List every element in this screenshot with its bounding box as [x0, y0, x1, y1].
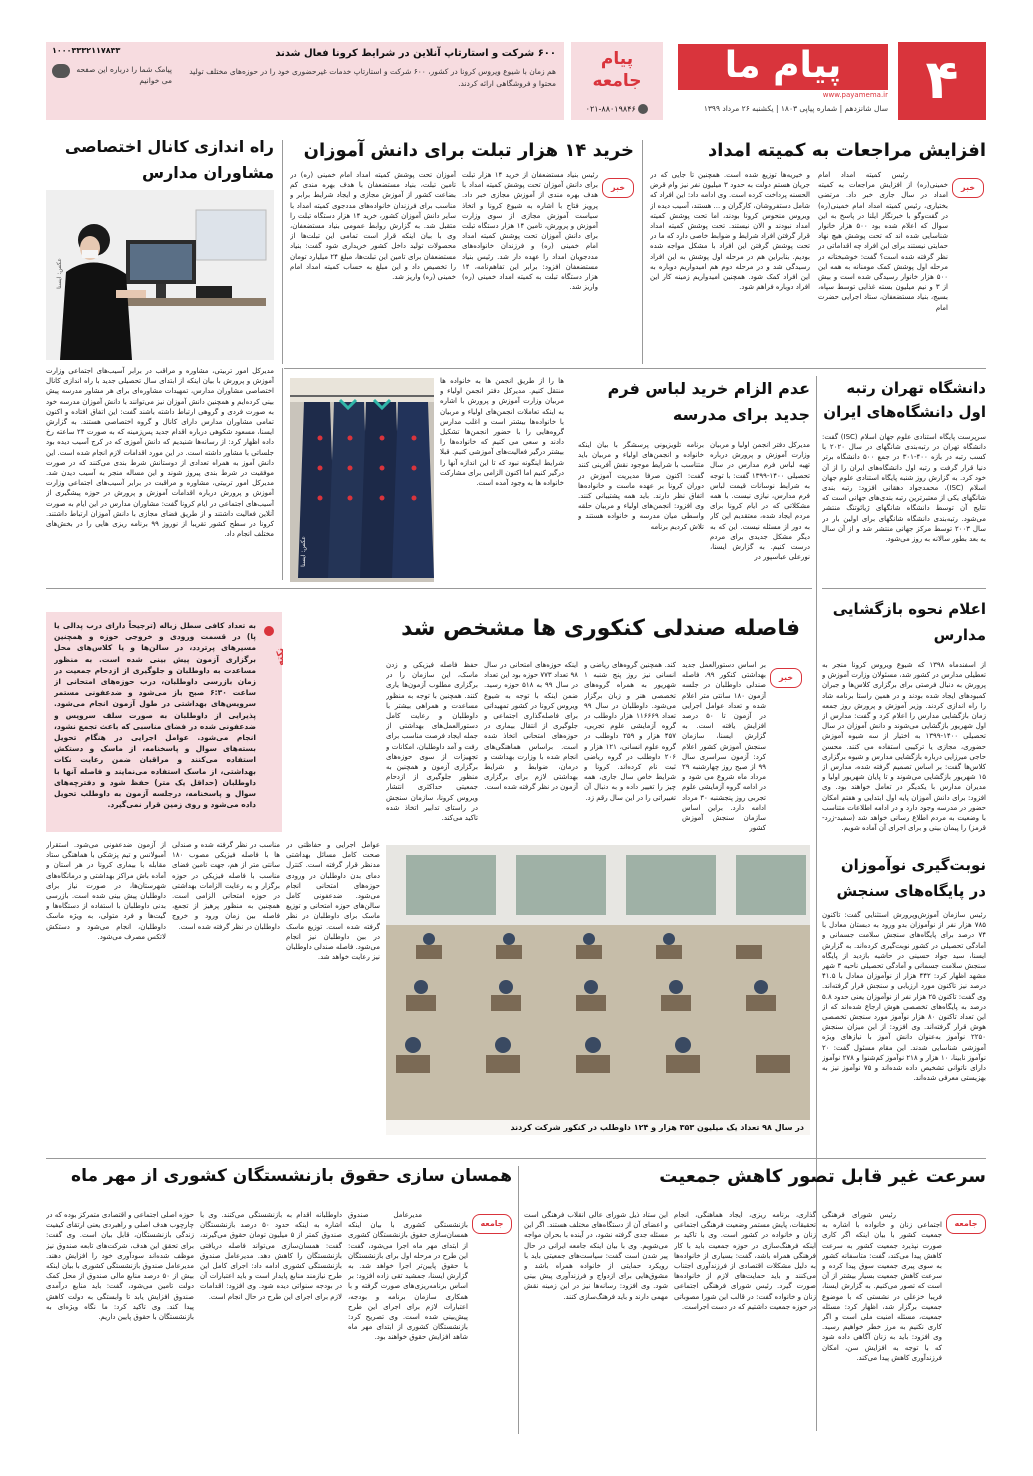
divider	[46, 1158, 986, 1159]
note-bullet-icon	[264, 626, 274, 636]
phone-row	[575, 104, 659, 114]
konkoor-col2: کند. همچنین گروه‌های ریاضی و انسانی نیز روز پنج شنبه ۱ شهریور به همراه گروه‌های تخصصی هنر و زبان برگزار می‌شود. داوطلبان در سال ۹۹ تعداد ۱۱۶۶۶۹ هزار داوطلب در گروه آزمایشی علوم تجربی، ۴۵۷ هزار و ۲۵۹ داوطلب در گروه علوم انسانی، ۱۲۱ هزار و ۲۰۶ داوطلب در گروه ریاضی ثبت نام کرده‌اند. کرونا و شرایط خاص سال جاری، همه چیز را تغییر داده و به دنبال آن تغییراتی را در این سال رقم زد.	[584, 661, 676, 802]
divider	[282, 368, 283, 580]
university-title: دانشگاه تهران رتبه اول دانشگاه‌های ایران	[823, 379, 986, 421]
konkoor-col6: مناسب در نظر گرفته شده و صندلی ها با فاصله فیزیکی مصوب ۱۸۰ سانتی متر از هم، جهت تامین فضای مناسب با فاصله فیزیکی در حوزه برگزار و به رعایت الزامات بهداشتی در حوزه امتحانی الزامی است. همچنین به منظور پرهیز از تجمع، فاصله بین زمان ورود و خروج داوطلبان در نظر گرفته شده است.	[172, 841, 280, 931]
tablet-col1: رئیس بنیاد مستضعفان از خرید ۱۴ هزار تبلت برای دانش آموزان تحت پوشش کمیته امداد با هدف بهره مندی از آموزش مجازی خبر داد. پرویز فتاح با اشاره به شیوع کرونا و اتخاذ سیاست آموزش مجازی از سوی وزارت آموزش و پرورش، تامین ۱۴ هزار دستگاه تبلت برای دانش آموزان تحت پوشش کمیته امداد امام خمینی (ره) و فرزندان خانواده‌های مددجویان امداد را عهده دار شد. رئیس بنیاد مستضعفان افزود: برابر این تفاهم‌نامه، ۱۴ هزار دستگاه تبلت به کمیته امداد خمینی (ره) واریز شد.	[462, 171, 598, 292]
tablet-col2: آموزان تحت پوشش کمیته امداد امام خمینی (ره) در تامین تبلت، بنیاد مستضعفان با هدف بهره مندی کم بضاعت کشور از آموزش مجازی و ایجاد شرایط برابر و مناسب برای فرزندان خانواده‌های مددجوی کمیته امداد با سایر دانش آموزان کشور، خرید ۱۴ هزار دستگاه تبلت را متقبل شد. به گزارش روابط عمومی بنیاد مستضعفان، وی با بیان اینکه قرار است تمامی این تبلت‌ها از محصولات تولید داخل کشور خریداری شود گفت: بنیاد مستضعفان برای تامین این تبلت‌ها، مبلغ ۲۴ میلیارد تومان را تخصیص داد و این مبلغ به حساب کمیته امداد امام خمینی (ره) واریز شد.	[290, 171, 456, 282]
divider	[282, 140, 283, 364]
sms-number: ۱۰۰۰۳۳۳۲۱۱۷۸۳۳	[52, 46, 121, 55]
jamiat-col2: گذاری، برنامه ریزی، ایجاد هماهنگی، انجام تحقیقات، پایش مستمر وضعیت فرهنگی اجتماعی زنان و خانواده در کشور است. وی با تاکید بر اینکه فرهنگ‌سازی در حوزه جمعیت باید با کار فرهنگی همراه باشد، گفت: بسیاری از خانواده‌ها به دلیل مشکلات اقتصادی از فرزندآوری اجتناب می‌کنند و باید حمایت‌های لازم از خانواده‌ها صورت گیرد. رئیس شورای فرهنگی اجتماعی زنان و خانواده گفت: در قالب این شورا مصوباتی در حوزه جمعیت داشتیم که در دست اجراست.	[674, 1211, 816, 1311]
jamiat-col1: رئیس شورای فرهنگی اجتماعی زنان و خانواده با اشاره به جمعیت کشور با بیان اینکه اگر کاری صورت نپذیرد جمعیت کشور به سرعت کاهش پیدا می‌کند، گفت: متاسفانه کشور به سوی پیری جمعیت سوق پیدا کرده و سرعت کاهش جمعیت بسیار بیشتر از آن است که تصور می‌کنیم. به گزارش ایسنا، فریبا خزعلی در نشستی که با موضوع جمعیت برگزار شد، اظهار کرد: مسئله جمعیت، مسئله امنیت ملی است و اگر کاری نکنیم به مرز خطر خواهیم رسید. وی افزود: باید به زنان آگاهی داده شود که با توجه به افزایش سن، امکان فرزندآوری کاهش پیدا می‌کند.	[822, 1211, 942, 1362]
school-uniforms-photo	[290, 378, 434, 582]
konkoor-title: فاصله صندلی کنکوری ها مشخص شد	[401, 616, 800, 641]
teaser-body: هم زمان با شیوع ویروس کرونا در کشور، ۶۰۰ شرکت و استارتاپ خدمات غیرحضوری خود را در حوزه‌های مختلف تولید محتوا و فروشگاهی ارائه کردند.	[189, 67, 556, 88]
konkoor-col3: اینکه حوزه‌های امتحانی در سال ۹۸ تعداد ۷۷۳ حوزه بود این تعداد در سال ۹۹ به ۵۱۸ حوزه رسید. ضمن اینکه با توجه به شیوع ویروس کرونا در کشور تمهیداتی برای فاصله‌گذاری اجتماعی و جلوگیری از انتقال بیماری در حوزه‌های امتحانی اتخاذ شده است. براساس هماهنگی‌های انجام شده با وزارت بهداشت و درمان، ضوابط و شرایط بهداشتی لازم برای برگزاری آزمون در نظر گرفته شده است.	[484, 661, 578, 792]
emdad-col2: و خیریه‌ها توزیع شده است. همچنین تا جایی که در جریان هستم دولت به حدود ۳ میلیون نفر نیز وام قرض الحسنه پرداخت کرده است. وی ادامه داد: این افراد که شامل دستفروشان، کارگران و ... هستند، آسیب دیده از ویروس منحوس کرونا بودند، اما تحت پوشش کمیته امداد نبودند و الان نیستند. تحت پوشش کمیته امداد قرار گرفتن افراد شرایط و ضوابط خاصی دارد که ما در تحت پوشش گرفتن این افراد با مشکل مواجه شده بودیم. بنابراین هم در مرحله اول پوشش به این افراد رسیدگی شد و در مرحله دوم هم امیدواریم دوباره به این افراد کمک شود. همچنین امیدواریم زمینه کار این افراد دوباره فراهم شود.	[650, 171, 810, 292]
sms-row	[52, 64, 172, 86]
masthead	[668, 42, 892, 120]
bazneshastegan-col2: داوطلبانه اقدام به بازنشستگی می‌کنند. وی با اشاره به اینکه حدود ۵۰ درصد بازنشستگان صندوق کمتر از ۵ میلیون تومان حقوق می‌گیرند، گفت: همسان‌سازی می‌تواند فاصله دریافتی بازنشستگان را کاهش دهد. مدیرعامل صندوق بازنشستگی کشوری ادامه داد: اجرای کامل این طرح نیازمند منابع پایدار است و باید اعتبارات آن در بودجه سنواتی دیده شود. وی افزود: اقدامات لازم برای اجرای این طرح در حال انجام است.	[200, 1211, 342, 1301]
konkoor-photo	[386, 845, 810, 1135]
divider	[518, 1166, 519, 1434]
novamooz-body: رئیس سازمان آموزش‌وپرورش استثنایی گفت: تاکنون ۷۸۵ هزار نفر از نوآموزان بدو ورود به دبستان معادل با ۷۴ درصد برای پایگاه‌های سنجش سلامت جسمانی و آمادگی تحصیلی در کشور نوبت‌گیری کرده‌اند. به گزارش ایسنا، سید جواد حسینی در حاشیه بازدید از پایگاه سنجش سلامت جسمانی و آمادگی تحصیلی ناحیه ۳ شهر مشهد اظهار کرد: ۴۴۲ هزار از نوآموزان معادل با ۴۱.۵ درصد نیز تاکنون مورد ارزیابی و سنجش قرار گرفته‌اند. وی گفت: تاکنون ۲۵ هزار نفر از نوآموزان یعنی حدود ۵.۸ درصد به پایگاه‌های تخصصی هوش ارجاع شده‌اند که از این تعداد تاکنون ۸۰ هزار نوآموز مورد سنجش تخصصی هوش قرار گرفته‌اند. وی افزود: از این میزان سنجش ۲۲۵۰ نوآموز به‌عنوان دانش آموز با نیازهای ویژه آموزشی شناسایی شدند. این مقام مسئول گفت: ۲۰ نوآموز نابینا، ۱۰ هزار و ۲۱۸ نوآموز کم‌شنوا و ۲۷۸ نوآموز دارای ناتوانی تشخیص داده شده‌اند و ۷۵ نوآموز نیز به بهزیستی معرفی شده‌اند.	[822, 911, 986, 1083]
sms-label: پیامک شما را درباره این صفحه می خوانیم	[76, 65, 172, 85]
konkoor-caption: در سال ۹۸ تعداد یک میلیون ۳۵۳ هزار و ۱۲۴ داوطلب در کنکور شرکت کردند	[386, 1120, 810, 1135]
divider	[284, 368, 986, 369]
uniform-photo-credit: عکس: ایسنا	[299, 536, 307, 567]
uniform-photo	[290, 378, 434, 582]
phone-icon	[638, 104, 648, 114]
page-number: ۴	[925, 48, 959, 111]
emdad-title: افزایش مراجعات به کمیته امداد	[707, 140, 986, 161]
konkoor-col7: از آزمون ضدعفونی می‌شود. استقرار آمبولانس و تیم پزشکی با هماهنگی ستاد مقابله با بیماری کرونا در هر استان و آماده باش مراکز بهداشتی و درمانگاه‌های شهرستان‌ها، در صورت نیاز برای داوطلبان پیش بینی شده است. بازرسی بدنی داوطلبان با استفاده از دستگاه‌ها و گیت‌ها و فرد متولی، به ویژه ماسک داوطلبان، انجام می‌شود و دستکش لاتکس مصرف می‌شود.	[46, 841, 166, 941]
divider	[822, 588, 986, 589]
page-number-box	[898, 42, 986, 120]
konkoor-col5: عوامل اجرایی و حفاظتی در صحت کامل مسائل بهداشتی مدنظر قرار گرفته است. کنترل دمای بدن داوطلبان در ورودی حوزه‌های امتحانی انجام می‌شود. ضدعفونی کامل سالن‌های حوزه امتحانی و توزیع ماسک برای داوطلبان در نظر گرفته شده است. توزیع ماسک در بین داوطلبان نیز انجام می‌شود. فاصله صندلی داوطلبان نیز رعایت خواهد شد.	[286, 841, 380, 962]
phone[interactable]: ۰۲۱-۸۸۰۱۹۸۴۶	[585, 104, 636, 114]
news-badge: خبر	[952, 178, 984, 198]
konkoor-col4: حفظ فاصله فیزیکی و زدن ماسک، این سازمان را در برگزاری مطلوب آزمون‌ها یاری کنند. همچنین با توجه به منظور مساعدت و همراهی بیشتر با داوطلبان و رعایت کامل دستورالعمل‌های بهداشتی از جمله ایجاد فرصت مناسب برای رفت و آمد داوطلبان، امکانات و تجهیزات از سوی حوزه‌های برگزاری آزمون و همچنین به منظور جلوگیری از ازدحام جمعیتی حداکثری انتشار ویروس کرونا، سازمان سنجش در راستای تدابیر اتخاذ شده تاکید می‌کند.	[386, 661, 478, 823]
issue-line: سال شانزدهم | شماره پیاپی ۱۸۰۳ | یکشنبه ۲۶ مرداد ۱۳۹۹	[703, 104, 888, 113]
bazgoshaee-body: از اسفندماه ۱۳۹۸ که شیوع ویروس کرونا منجر به تعطیلی مدارس در کشور شد، مسئولان وزارت آموزش و پرورش به دنبال فرصتی برای برگزاری کلاس‌ها و جبران کمبودهای ایجاد شده بودند و در همین راستا برنامه شاد را راه اندازی کردند. وزیر آموزش و پرورش روز جمعه زمان بازگشایی مدارس را اعلام کرد و گفت: مدارس از اول شهریور بازگشایی می‌شوند و دانش آموزان در سال تحصیلی ۱۴۰۰-۱۳۹۹ به اختیار از سه شیوه آموزش حضوری، مجازی یا ترکیبی استفاده می کنند. محسن حاجی میرزایی درباره بازگشایی مدارس و شیوه برگزاری کلاس‌ها گفت: بر اساس تصمیم گرفته شده، مدارس از ۱۵ شهریور بازگشایی می‌شوند و تا پایان شهریور اولیا و مدیران مدارس با یکدیگر در تعامل خواهند بود. وی افزود: برای دانش آموزان پایه اول ابتدایی و هفتم امکان حضور در مدرسه وجود دارد و در ادامه اطلاعات متناسب با وضعیت به مردم اطلاع رسانی خواهد شد (سفید-زرد-قرمز) را پیمان بینی و برای اجرای آن آماده شویم.	[822, 661, 986, 833]
woman-at-desk-photo	[46, 190, 274, 360]
tablet-title: خرید ۱۴ هزار تبلت برای دانش آموزان	[303, 140, 634, 161]
jamiat-col3: این ستاد ذیل شورای عالی انقلاب فرهنگی است و اعضای آن از دستگاه‌های مختلف هستند. اگر این مسئله جدی گرفته نشود، در آینده با بحران مواجه می‌شویم. وی با بیان اینکه جامعه ایرانی در حال پیر شدن است گفت: سیاست‌های جمعیتی باید با رویکرد حمایتی از خانواده همراه باشد و مشوق‌هایی برای ازدواج و فرزندآوری پیش بینی شود. وی افزود: رسانه‌ها نیز در این زمینه نقش مهمی دارند و باید فرهنگ‌سازی کنند.	[524, 1211, 668, 1301]
note-label: نکته	[276, 648, 286, 666]
divider	[816, 376, 817, 1431]
sms-icon	[52, 64, 70, 78]
uniform-col1: مدیرکل دفتر انجمن اولیا و مربیان وزارت آموزش و پرورش درباره تهیه لباس فرم مدارس در سال تحصیلی ۱۴۰۰-۱۳۹۹ گفت: با توجه به شرایط نوسانات قیمت لباس فرم مدارس، نیازی نیست. با همه مشکلاتی که در ایام کرونا برای مردم ایجاد شده، معتقدیم این کار به دور از مسئله نیست. این که به دیگر مشکل جدیدی برای مردم درست کنیم. به گزارش ایسنا، نورعلی عباسپور در	[710, 441, 810, 562]
uniform-title: عدم الزام خرید لباس فرم جدید برای مدرسه	[607, 379, 810, 424]
note-box	[46, 612, 286, 832]
bazneshastegan-col3: حوزه اصلی اجتماعی و اقتصادی متمرکز بوده که در چارچوب هدف اصلی و راهبردی یعنی ارتقای کیفیت زندگی بازنشستگان، قابل بیان است. وی گفت: برای تحقق این هدف، شرکت‌های تابعه صندوق نیز موظف شده‌اند سودآوری خود را افزایش دهند. مدیرعامل صندوق بازنشستگی کشوری با بیان اینکه بیش از ۵۰ درصد منابع مالی صندوق از محل کمک دولت تامین می‌شود، گفت: باید منابع درآمدی صندوق افزایش یابد تا وابستگی به دولت کاهش پیدا کند. وی تاکید کرد: ما نگاه ویژه‌ای به بازنشستگان با حقوق پایین داریم.	[46, 1211, 194, 1322]
exam-hall-photo	[386, 845, 810, 1135]
section-title: پیام جامعه	[592, 49, 642, 91]
bazneshastegan-col1: مدیرعامل صندوق بازنشستگی کشوری با بیان اینکه همسان‌سازی حقوق بازنشستگان کشوری از ابتدای مهر ماه اجرا می‌شود، گفت: این طرح در مرحله اول برای بازنشستگان با حقوق پایین‌تر اجرا خواهد شد. به گزارش ایسنا، جمشید تقی زاده افزود: بر اساس برنامه‌ریزی‌های صورت گرفته و با همکاری سازمان برنامه و بودجه، اعتبارات لازم برای اجرای این طرح پیش‌بینی شده است. وی تصریح کرد: بازنشستگان کشوری از ابتدای مهر ماه شاهد افزایش حقوق خواهند بود.	[348, 1211, 468, 1342]
konkoor-col1: بر اساس دستورالعمل جدید بهداشتی کنکور ۹۹، فاصله صندلی داوطلبان در جلسه آزمون ۱۸۰ سانتی متر اعلام شده و تعداد عوامل اجرایی در آزمون تا ۵۰ درصد افزایش یافته است. به گزارش ایسنا، سازمان سنجش آموزش کشور اعلام کرد: آزمون سراسری سال ۹۹ از صبح روز چهارشنبه ۲۹ مرداد ماه شروع می شود و در ادامه گروه آزمایشی علوم تجربی روز پنجشنبه ۳۰ مرداد ادامه دارد. براین اساس سازمان سنجش آموزش کشور	[682, 661, 766, 833]
bazneshastegan-title: همسان سازی حقوق بازنشستگان کشوری از مهر ماه	[71, 1166, 512, 1186]
divider	[642, 140, 643, 364]
website[interactable]: www.payamema.ir	[822, 91, 888, 99]
society-badge: جامعه	[946, 1214, 986, 1234]
emdad-col1: رئیس کمیته امداد امام خمینی(ره) از افزایش مراجعات به کمیته امداد در سال جاری خبر داد. مرتضی بختیاری، رئیس کمیته امداد امام خمینی(ره) در گفت‌وگو با خبرنگار ایلنا در پاسخ به این سوال که اعلام شده بود ۵۰۰ هزار خانوار شناسایی شده اند که تحت پوشش هیچ نهاد حمایتی نیستند برای این افراد چه اقداماتی در نظر گرفته شده است؟ گفت: خوشبختانه در مرحله اول پوشش کمک مومنانه به همه این ۵۰۰ هزار خانوار رسیدگی شده است و بیش از ۳ و نیم میلیون بسته غذایی توسط سپاه، بسیج، بنیاد مستضعفان، ستاد اجرایی حضرت امام	[818, 171, 948, 312]
section-box	[571, 42, 663, 120]
moshaveran-photo	[46, 190, 274, 360]
divider	[46, 588, 812, 589]
society-badge: جامعه	[472, 1214, 512, 1234]
moshaveran-photo-credit: عکس: ایسنا	[55, 258, 63, 289]
logo: پیام ما	[678, 44, 888, 90]
news-badge: خبر	[770, 668, 802, 688]
teaser-title[interactable]: ۶۰۰ شرکت و استارتاپ آنلاین در شرایط کرونا فعال شدند	[275, 48, 556, 59]
novamooz-title: نوبت‌گیری نوآموزان در پایگاه‌های سنجش	[836, 856, 986, 900]
note-body: به تعداد کافی سطل زباله (ترجیحاً دارای درب پدالی یا پا) در قسمت ورودی و خروجی حوزه و همچنین مسیرهای پرتردد، در سالن‌ها و یا کلاس‌های محل برگزاری آزمون پیش بینی شده است. به منظور مساعدت به داوطلبان و جلوگیری از ازدحام جمعیت در زمان بازرسی داوطلبان، درب حوزه‌های امتحانی از ساعت ۶:۳۰ صبح باز می‌شود و ضدعفونی مستمر سرویس‌های بهداشتی در طول آزمون انجام می‌شود. پذیرایی از داوطلبان به صورت سلف سرویس و ضدعفونی شده در فضای مناسبی که باعث تجمع نشود، انجام می‌شود. عوامل اجرایی در هنگام تحویل بسته‌های سوال و پاسخنامه، از ماسک و دستکش استفاده می‌کنند و مراقبان ضمن رعایت نکات بهداشتی، از ماسک استفاده می‌نمایند و فاصله آنها با داوطلبان (حداقل یک متر) حفظ شود و دفترچه‌های سوال و پاسخنامه، درجلسه آزمون به داوطلب تحویل داده می‌شود و روی زمین قرار نمی‌گیرد.	[54, 621, 256, 810]
uniform-col3: ها را از طریق انجمن ها به خانواده ها منتقل کنیم. مدیرکل دفتر انجمن اولیاء و مربیان وزارت آموزش و پرورش با اشاره به اینکه تعاملات انجمن‌های اولیاء و مربیان با خانواده‌ها بیشتر است و اغلب مدارس گروه‌هایی را با حضور انجمن‌ها تشکیل دادند و سعی می کنیم که خانواده‌ها را بیشتر درگیر فعالیت‌های آموزشی کنیم. قبلا شرایط اینگونه نبود که تا این اندازه آنها را درگیر کنیم اما اکنون الزامی برای مشارکت خانواده ها به وجود آمده است.	[440, 377, 564, 488]
top-teaser	[46, 42, 564, 120]
moshaveran-title: راه اندازی کانال اختصاصی مشاوران مدارس	[64, 137, 274, 182]
news-badge: خبر	[602, 178, 634, 198]
bazgoshaee-title: اعلام نحوه بازگشایی مدارس	[832, 600, 986, 644]
university-body: سرپرست پایگاه استنادی علوم جهان اسلام (ISC) گفت: دانشگاه تهران در رتبه‌بندی شانگهای در سال ۲۰۲۰ با کسب رتبه در بازه ۴۰۰-۳۰۱ در جمع ۵۰۰ دانشگاه برتر دنیا قرار گرفت و رتبه اول دانشگاه‌های ایران را از آن خود کرد. به گزارش روز شنبه پایگاه استنادی علوم جهان اسلام (ISC)، محمدجواد دهقانی افزود: رتبه بندی شانگهای یکی از معتبرترین رتبه بندی‌های جهانی است که نتایج آن توسط دانشگاه شانگهای ژیائوتنگ منتشر می‌شود. رتبه‌بندی دانشگاه شانگهای برای اولین بار در سال ۲۰۰۳ توسط مرکز جهانی منتشر شد و از آن سال به بعد بطور سالانه به روز می‌شود.	[822, 433, 986, 544]
jamiat-title: سرعت غیر قابل تصور کاهش جمعیت	[659, 1166, 986, 1187]
uniform-col2: برنامه تلویزیونی پرسشگر با بیان اینکه خانواده و انجمن‌های اولیاء و مربیان باید متناسب با شرایط موجود نقش آفرینی کنند گفت: اکنون صرفا مدیریت آموزش در دوران کرونا بر عهده ماست و خانواده‌ها اتفاق نظر دارند. باید همه پشتیبانی کنند. وی افزود: انجمن‌های اولیاء و مربیان حلقه واسطی میان مدرسه و خانواده هستند و تلاش کردیم برنامه	[578, 441, 704, 531]
moshaveran-body: مدیرکل امور تربیتی، مشاوره و مراقب در برابر آسیب‌های اجتماعی وزارت آموزش و پرورش با بیان اینکه از ابتدای سال تحصیلی جدید با راه اندازی کانال اختصاصی مشاوران مدارس، تمهیدات مشاوره‌ای برای هر مشاور مدرسه پیش بینی کرده‌ایم و همچنین دانش آموزان نیز می‌توانند با دانش آموزان مدرسه خود به صورت فردی و گروهی ارتباط داشته باشند گفت: این اتفاق افتاده و اکنون تمامی مشاوران مدارس دارای کانال و گروه اختصاصی هستند. به گزارش ایسنا، مسعود شکوهی درباره اقدام جدید پس‌زمینه که به صورت ۲۴ ساعته رخ داده اظهار کرد: از رسانه‌ها شنیدیم که دانش آموزی که در کرج آسیب دیده بود جلساتی با مشاور داشته است. در این مورد اقدامات لازم انجام شده است. این دانش آموز به همراه تعدادی از دوستانش شرط بندی می‌کنند که در صورت موفقیت در شرط بندی پیروز شوند و این مساله منجر به آسیب دیدن شد. مدیرکل امور تربیتی، مشاوره و مراقبت در برابر آسیب‌های اجتماعی وزارت آموزش و پرورش درباره اقدامات آموزش و پرورش در حوزه پیشگیری از آسیب‌های اجتماعی در ایام کرونا گفت: مشاوران مدارس در این ایام به صورت آنلاین فعالیت داشتند و از طریق فضای مجازی با دانش آموزان ارتباط داشتند. کرونا در سطح کشور تقریبا از نوروز ۹۹ برنامه ریزی هایی را در بخش‌های مختلف انجام داد.	[46, 367, 274, 539]
